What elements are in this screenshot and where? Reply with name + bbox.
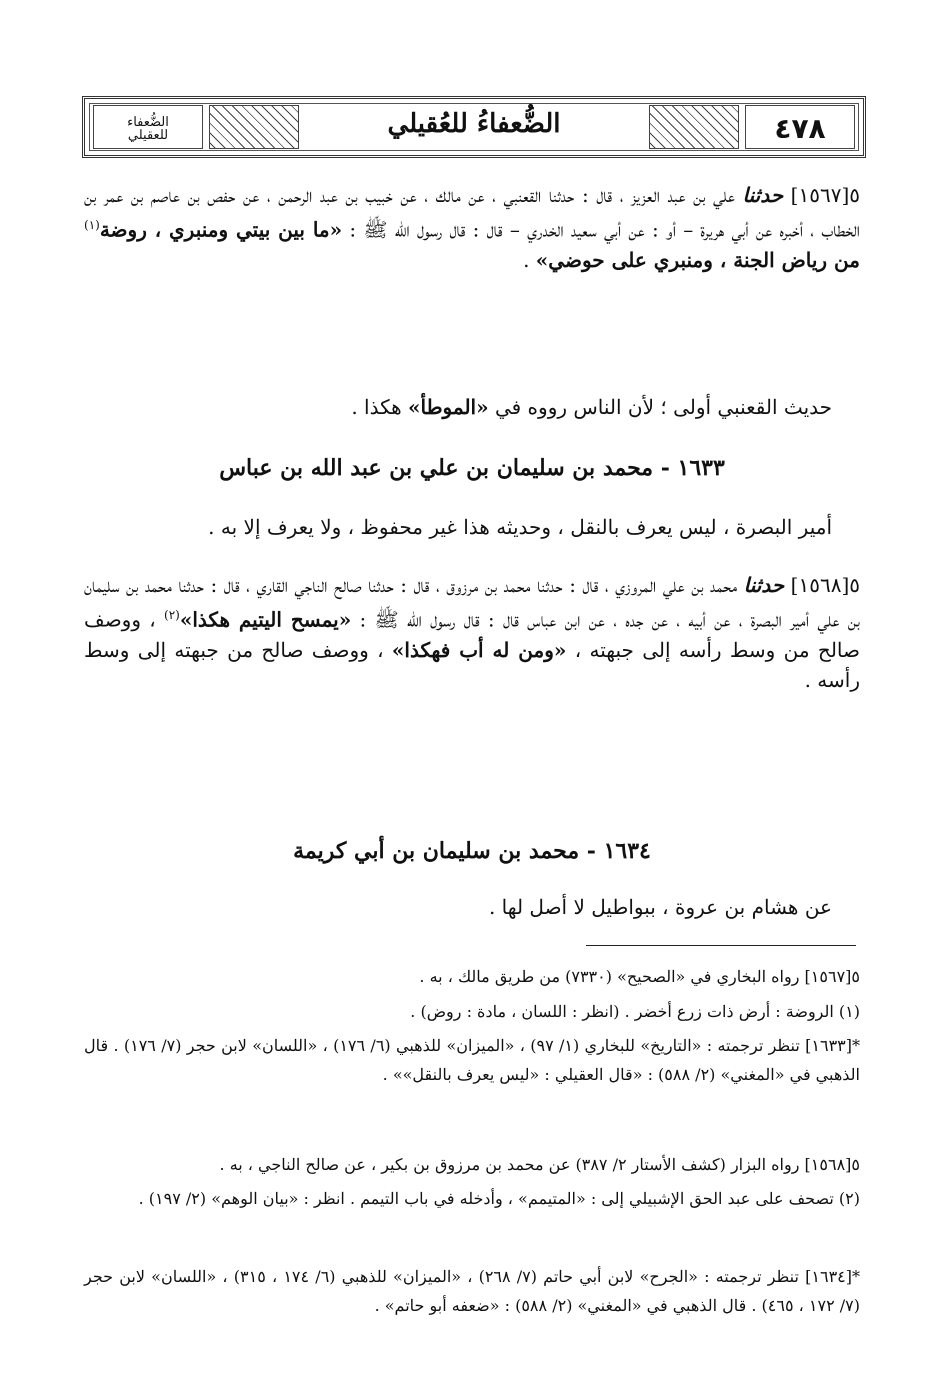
side-title-box [93, 105, 203, 149]
narration-tail: ، ووصف صالح من جبهته إلى وسط رأسه . [84, 637, 860, 692]
footnote-ref-1: (١) [84, 218, 100, 232]
narration-marker: ٥[١٥٦٨] [790, 573, 861, 597]
page-number-box [745, 105, 855, 149]
narration-tail: . [523, 247, 536, 272]
narration-text: محمد بن علي المروزي ، قال : حدثنا محمد بن مرزوق ، قال : حدثنا صالح الناجي القاري ، قال : حدثنا محمد بن سليمان بن علي أمير البصرة ، عن أبيه ، عن جده ، عن ابن عباس قال : قال رسول الله ﷺ : [84, 573, 860, 632]
hadith-text: «يمسح اليتيم هكذا» [179, 607, 352, 632]
footnote-1633: *[١٦٣٣] تنظر ترجمته : «التاريخ» للبخاري (١/ ٩٧) ، «الميزان» للذهبي (٦/ ١٧٦) ، «اللسان» لابن حجر (٧/ ١٧٦) . قال الذهبي في «المغني» (٢/ ٥٨٨) : «قال العقيلي : «ليس يعرف بالنقل»» . [84, 1036, 861, 1084]
narration-text: علي بن عبد العزيز ، قال : حدثنا القعنبي ، عن مالك ، عن خبيب بن عبد الرحمن ، عن حفص بن عاصم بن عمر بن الخطاب ، أخبره عن أبي هريرة – أو : عن أبي سعيد الخدري – قال : قال رسول الله ﷺ : [84, 183, 860, 242]
narration-label: حدثنا [742, 183, 784, 207]
hadith-paragraph-1568 [84, 570, 860, 695]
footnote-1568: ٥[١٥٦٨] رواه البزار (كشف الأستار ٢/ ٣٨٧) عن محمد بن مرزوق بن بكير ، عن صالح الناجي ، به . [219, 1155, 860, 1174]
hadith-text-2: «ومن له أب فهكذا» [391, 637, 567, 662]
ornament-right [649, 105, 739, 149]
narration-marker: ٥[١٥٦٧] [790, 183, 861, 207]
entry-description-1633: أمير البصرة ، ليس يعرف بالنقل ، وحديثه هذا غير محفوظ ، ولا يعرف إلا به . [208, 515, 832, 539]
footnote-1: (١) الروضة : أرض ذات زرع أخضر . (انظر : اللسان ، مادة : روض) . [410, 1002, 860, 1021]
running-title: الضُّعفاءُ للعُقيلي [387, 109, 561, 139]
hadith-text-continued: من رياض الجنة ، ومنبري على حوضي» [535, 247, 860, 272]
footnote-separator [586, 945, 856, 946]
footnote-ref-2: (٢) [164, 608, 180, 622]
page-header [82, 96, 866, 158]
narration-text-2: ، ووصف صالح من وسط رأسه إلى جبهته ، [84, 607, 860, 662]
side-title [94, 116, 202, 142]
narration-label: حدثنا [743, 573, 785, 597]
side-title-line1: الضُّعفاء [127, 115, 169, 130]
commentary-paragraph [84, 392, 860, 422]
ornament-left [209, 105, 299, 149]
commentary-text: حديث القعنبي أولى ؛ لأن الناس رووه في [488, 395, 832, 419]
footnote-2: (٢) تصحف على عبد الحق الإشبيلي إلى : «المتيمم» ، وأدخله في باب التيمم . انظر : «بيان الوهم» (٢/ ١٩٧) . [138, 1189, 860, 1208]
entry-description-1634: عن هشام بن عروة ، ببواطيل لا أصل لها . [488, 895, 832, 919]
hadith-text: «ما بين بيتي ومنبري ، روضة [99, 217, 343, 242]
entry-heading-1634: ١٦٣٤ - محمد بن سليمان بن أبي كريمة [293, 838, 651, 864]
footnote-1634: *[١٦٣٤] تنظر ترجمته : «الجرح» لابن أبي حاتم (٧/ ٢٦٨) ، «الميزان» للذهبي (٦/ ١٧٤ ، ٣١٥) ، «اللسان» لابن حجر (٧/ ١٧٢ ، ٤٦٥) . قال الذهبي في «المغني» (٢/ ٥٨٨) : «ضعفه أبو حاتم» . [84, 1267, 860, 1315]
page-number: ٤٧٨ [774, 112, 826, 145]
side-title-line2: للعقيلي [127, 128, 169, 143]
hadith-paragraph-1567 [84, 180, 860, 275]
entry-heading-1633: ١٦٣٣ - محمد بن سليمان بن علي بن عبد الله بن عباس [219, 455, 725, 481]
commentary-bold: «الموطأ» [408, 395, 489, 419]
footnote-1567: ٥[١٥٦٧] رواه البخاري في «الصحيح» (٧٣٣٠) من طريق مالك ، به . [419, 967, 860, 986]
commentary-tail: هكذا . [351, 395, 409, 419]
